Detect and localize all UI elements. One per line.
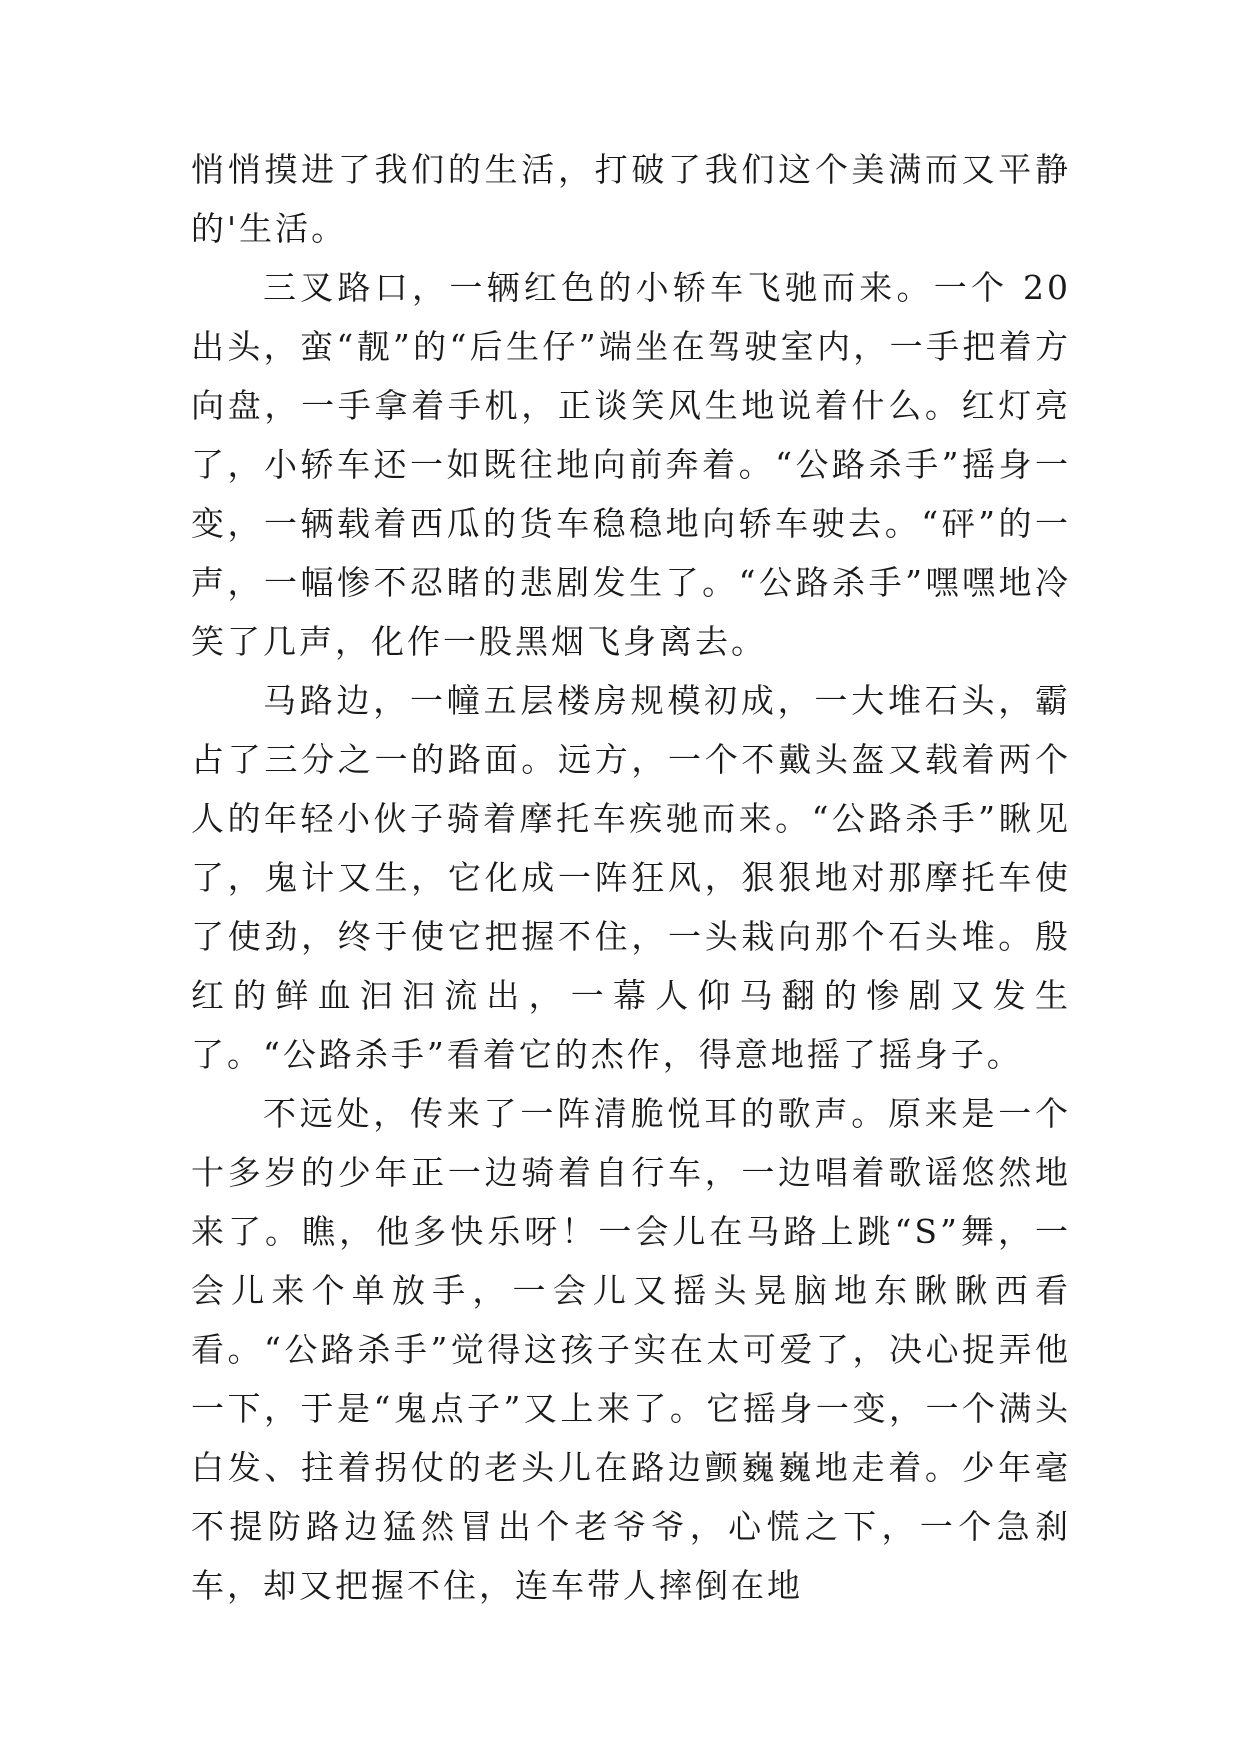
article-body xyxy=(191,140,1071,1615)
paragraph-3: 马路边，一幢五层楼房规模初成，一大堆石头，霸占了三分之一的路面。远方，一个不戴头盔又载着两个人的年轻小伙子骑着摩托车疾驰而来。“公路杀手”瞅见了，鬼计又生，它化成一阵狂风，狠狠地对那摩托车使了使劲，终于使它把握不住，一头栽向那个石头堆。殷红的鲜血汩汩流出，一幕人仰马翻的惨剧又发生了。“公路杀手”看着它的杰作，得意地摇了摇身子。 xyxy=(191,681,1071,1074)
paragraph-2: 三叉路口，一辆红色的小轿车飞驰而来。一个 20 出头，蛮“靓”的“后生仔”端坐在驾驶室内，一手把着方向盘，一手拿着手机，正谈笑风生地说着什么。红灯亮了，小轿车还一如既往地向前奔着。“公路杀手”摇身一变，一辆载着西瓜的货车稳稳地向轿车驶去。“砰”的一声，一幅惨不忍睹的悲剧发生了。“公路杀手”嘿嘿地冷笑了几声，化作一股黑烟飞身离去。 xyxy=(191,268,1071,661)
paragraph-1: 悄悄摸进了我们的生活，打破了我们这个美满而又平静的'生活。 xyxy=(191,150,1071,248)
paragraph-4: 不远处，传来了一阵清脆悦耳的歌声。原来是一个十多岁的少年正一边骑着自行车，一边唱着歌谣悠然地来了。瞧，他多快乐呀！一会儿在马路上跳“S”舞，一会儿来个单放手，一会儿又摇头晃脑地东瞅瞅西看看。“公路杀手”觉得这孩子实在太可爱了，决心捉弄他一下，于是“鬼点子”又上来了。它摇身一变，一个满头白发、拄着拐仗的老头儿在路边颤巍巍地走着。少年毫不提防路边猛然冒出个老爷爷，心慌之下，一个急刹车，却又把握不住，连车带人摔倒在地 xyxy=(191,1094,1071,1605)
